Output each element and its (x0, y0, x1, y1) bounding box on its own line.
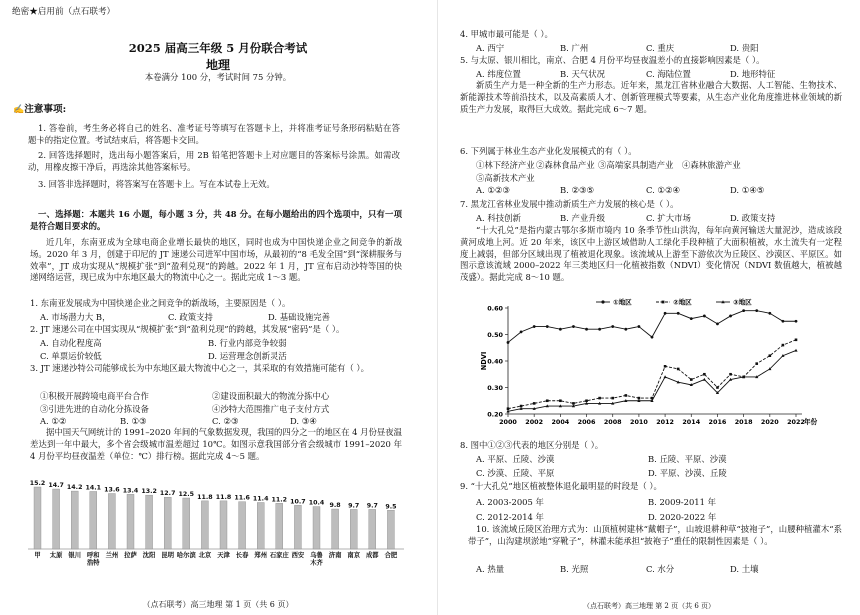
series-1-point (520, 330, 523, 333)
series-1-point (572, 325, 575, 328)
bar-5 (127, 494, 134, 549)
q4-option-a[interactable]: A. 西宁 (476, 43, 505, 53)
q6-option-b[interactable]: B. ②③⑤ (560, 185, 595, 195)
bar-value-label: 11.8 (215, 493, 232, 501)
q10-option-c[interactable]: C. 水分 (646, 564, 675, 574)
series-2-point (677, 368, 680, 371)
x-tick-label: 2010 (630, 418, 648, 426)
x-tick-label: 2006 (577, 418, 596, 426)
x-tick-label: 2002 (525, 418, 544, 426)
q6-choice-3: ③高端家具制造产业 (598, 160, 674, 170)
q4-option-b[interactable]: B. 广州 (560, 43, 589, 53)
bar-category-label: 西安 (291, 552, 305, 559)
series-2-point (664, 365, 667, 368)
temperature-range-bar-chart (26, 478, 406, 570)
q3-option-b[interactable]: B. ①③ (120, 416, 147, 426)
page-2-footer: （点石联考）高三地理 第 2 页（共 6 页） (582, 602, 716, 610)
y-tick-label: 0.20 (487, 410, 503, 419)
bar-15 (313, 507, 320, 549)
series-1-point (768, 312, 771, 315)
q10-option-d[interactable]: D. 土壤 (730, 564, 759, 574)
bar-value-label: 14.2 (66, 484, 83, 492)
q8-option-a[interactable]: A. 平原、丘陵、沙漠 (476, 454, 555, 464)
q4-option-c[interactable]: C. 重庆 (646, 43, 675, 53)
bar-2 (71, 491, 78, 549)
legend-label-3: ③地区 (733, 298, 752, 307)
bar-category-label: 济南 (328, 552, 342, 559)
bar-category-label: 天津 (217, 552, 230, 559)
bar-6 (146, 495, 153, 549)
y-tick-label: 0.50 (487, 330, 503, 339)
q6-stem: 6. 下列属于林业生态产业化发展模式的有（ ）。 (460, 146, 637, 156)
bar-value-label: 9.7 (348, 502, 360, 510)
y-tick-label: 0.40 (487, 357, 503, 366)
series-2-point (520, 405, 523, 408)
bar-1 (53, 489, 60, 549)
legend-label-1: ①地区 (613, 298, 632, 307)
bar-11 (239, 502, 246, 549)
bar-19 (387, 510, 394, 549)
passage-3: 新质生产力是一种全新的生产力形态。近年来，黑龙江省林业融合大数据、人工智能、生物技术、新能源技术等前沿技术，以及高素质人才、创新管理模式等要素，从生态产业化角度推进林业领域的新质生产力发展，取得巨大成效。据此完成 6～7 题。 (460, 80, 842, 114)
bar-18 (369, 509, 376, 549)
bar-value-label: 12.5 (178, 491, 195, 499)
series-2-point (546, 399, 549, 402)
bar-value-label: 9.8 (329, 502, 341, 510)
bar-category-label: 兰州 (105, 552, 119, 559)
bar-value-label: 15.2 (29, 480, 46, 487)
series-2-point (572, 402, 575, 405)
q9-option-b[interactable]: B. 2009-2011 年 (648, 497, 716, 507)
series-1-point (690, 317, 693, 320)
q6-choice-5: ⑤高新技术产业 (476, 173, 535, 183)
series-1-point (755, 309, 758, 312)
series-2-point (533, 402, 536, 405)
bar-value-label: 9.5 (385, 503, 397, 511)
series-2-point (585, 399, 588, 402)
series-1-point (585, 328, 588, 331)
bar-category-label: 拉萨 (124, 552, 137, 559)
series-2-point (507, 407, 510, 410)
q8-stem: 8. 图中①②③代表的地区分别是（ ）。 (460, 440, 604, 450)
notice-3: 3. 回答非选择题时，将答案写在答题卡上。写在本试卷上无效。 (38, 179, 275, 189)
passage-2: 据中国天气网统计的 1991–2020 年间的气象数据发现，我国的四分之一的地区在 4 月份昼夜温差达到一年中最大，多个省会级城市温差超过 10℃。如图示意我国部分省会级城市 1991–2020 年 4 月份平均昼夜温差（单位：℃）排行榜。据此完成 4～5 题。 (30, 427, 402, 461)
bar-0 (34, 487, 41, 549)
bar-value-label: 11.8 (197, 493, 213, 501)
bar-9 (201, 501, 208, 549)
q3-choice-3: ③引进先进的自动化分拣设备 (40, 404, 149, 414)
x-tick-label: 2020 (760, 418, 779, 426)
series-1-point (716, 323, 719, 326)
q5-stem: 5. 与太原、银川相比，南京、合肥 4 月份平均昼夜温差小的直接影响因素是（ ）。 (460, 55, 765, 65)
q2-option-c[interactable]: C. 单票运价较低 (40, 351, 102, 361)
bar-category-label: 木齐 (310, 559, 323, 567)
bar-value-label: 13.4 (122, 487, 139, 495)
bar-category-label: 北京 (198, 552, 212, 559)
q4-stem: 4. 甲城市最可能是（ ）。 (460, 29, 553, 39)
series-2-point (795, 339, 798, 342)
series-1-point (533, 325, 536, 328)
series-1-point (559, 328, 562, 331)
series-line-3 (508, 350, 796, 411)
legend-label-2: ②地区 (673, 298, 692, 307)
bar-category-label: 呼和 (87, 552, 100, 559)
x-tick-label: 2018 (734, 418, 753, 426)
q6-choice-2: ②森林食品产业 (536, 160, 595, 170)
series-2-point (716, 386, 719, 389)
series-2-point (755, 362, 758, 365)
q3-option-c[interactable]: C. ②③ (212, 416, 239, 426)
bar-value-label: 11.6 (234, 494, 250, 502)
section-heading: 一、选择题：本题共 16 小题，每小题 3 分，共 48 分。在每小题给出的四个选项中，只有一项是符合题目要求的。 (30, 209, 402, 231)
q9-option-c[interactable]: C. 2012-2014 年 (476, 512, 544, 522)
q7-option-b[interactable]: B. 产业升级 (560, 213, 605, 223)
series-2-point (598, 397, 601, 400)
q9-option-d[interactable]: D. 2020-2022 年 (648, 512, 717, 522)
bar-16 (332, 509, 339, 549)
q2-option-a[interactable]: A. 自动化程度高 (40, 338, 102, 348)
bar-value-label: 11.2 (271, 496, 288, 504)
q10-option-a[interactable]: A. 热量 (476, 564, 505, 574)
series-1-point (795, 320, 798, 323)
series-1-point (782, 320, 785, 323)
passage-4: “十大孔兑”是指内蒙古鄂尔多斯市境内 10 条季节性山洪沟，每年向黄河输送大量泥沙，造成该段黄河成地上河。近 20 年来，该区中上游区域借助人工绿化手段种植了大面积植被，水土流失有一定程度上减弱，但部分区域出现了植被退化现象。该流域从上游至下游依次为丘陵区、沙漠区、平原区。如图示意该流域 2000–2022 年三类地区归一化植被指数（NDVI）变化情况（NDVI 数值越大，植被越茂盛）。据此完成 8～10 题。 (460, 225, 842, 283)
series-1-point (611, 325, 614, 328)
bar-4 (108, 494, 115, 549)
subject-title: 地理 (205, 58, 230, 72)
series-1-point (651, 336, 654, 339)
q1-option-c[interactable]: C. 政策支持 (168, 312, 213, 322)
q6-choice-1: ①林下经济产业 (476, 160, 535, 170)
bar-value-label: 10.7 (290, 498, 306, 506)
bar-value-label: 12.7 (159, 490, 176, 498)
bar-8 (183, 498, 190, 549)
bar-value-label: 11.4 (252, 495, 269, 503)
x-tick-label: 2000 (499, 418, 517, 426)
q1-option-d[interactable]: D. 基础设施完善 (268, 312, 330, 322)
series-2-point (625, 394, 628, 397)
y-axis-label: NDVI (480, 351, 488, 371)
bar-3 (90, 491, 97, 549)
bar-category-label: 浩特 (87, 559, 100, 567)
bar-10 (220, 501, 227, 549)
q3-choice-2: ②建设面积最大的物流分拣中心 (212, 391, 330, 401)
q10-option-b[interactable]: B. 光照 (560, 564, 589, 574)
q3-choice-4: ④沙特大范围推广电子支付方式 (212, 404, 330, 414)
bar-value-label: 13.6 (104, 486, 120, 494)
series-3-point (794, 349, 797, 352)
q9-stem: 9. “十大孔兑”地区植被整体退化最明显的时段是（ ）。 (460, 481, 662, 491)
series-1-point (624, 328, 627, 331)
pen-icon: ✍ (13, 105, 25, 115)
q2-option-d[interactable]: D. 运营理念创新灵活 (208, 351, 287, 361)
bar-category-label: 南京 (347, 552, 360, 559)
series-1-point (546, 325, 549, 328)
x-tick-label: 2008 (603, 418, 622, 426)
series-1-point (638, 325, 641, 328)
y-tick-label: 0.30 (487, 383, 503, 392)
q9-option-a[interactable]: A. 2003-2005 年 (476, 497, 544, 507)
bar-12 (257, 503, 264, 550)
notice-2: 2. 回答选择题时，选出每小题答案后，用 2B 铅笔把答题卡上对应题目的答案标号涂黑。如需改动，用橡皮擦干净后，再选涂其他答案标号。 (28, 150, 400, 172)
bar-value-label: 13.2 (141, 488, 157, 496)
q8-option-b[interactable]: B. 丘陵、平原、沙漠 (648, 454, 727, 464)
series-1-point (598, 328, 601, 331)
bar-category-label: 太原 (49, 552, 63, 559)
series-1-point (664, 312, 667, 315)
series-1-point (703, 315, 706, 318)
notice-1: 1. 答卷前，考生务必将自己的姓名、准考证号等填写在答题卡上，并将准考证号条形码粘贴在答题卡的指定位置。考试结束后，将答题卡交回。 (28, 123, 400, 145)
q3-choice-1: ①积极开展跨境电商平台合作 (40, 391, 149, 401)
q6-option-c[interactable]: C. ①②④ (646, 185, 680, 195)
page-2 (438, 0, 860, 615)
q5-option-c[interactable]: C. 海陆位置 (646, 69, 691, 79)
exam-title: 2025 届高三年级 5 月份联合考试 (128, 41, 308, 55)
q8-option-c[interactable]: C. 沙漠、丘陵、平原 (476, 468, 555, 478)
q3-option-d[interactable]: D. ③④ (290, 416, 317, 426)
q3-stem: 3. JT 速递沙特公司能够成长为中东地区最大物流中心之一，其采取的有效措施可能有（ ）。 (30, 363, 369, 373)
x-tick-label: 2012 (656, 418, 674, 426)
q5-option-a[interactable]: A. 纬度位置 (476, 69, 521, 79)
series-2-point (769, 354, 772, 357)
exam-info: 本卷满分 100 分，考试时间 75 分钟。 (144, 72, 292, 82)
bar-category-label: 哈尔滨 (176, 552, 196, 559)
legend-marker (662, 301, 665, 304)
series-2-point (729, 373, 732, 376)
bar-7 (164, 497, 171, 549)
passage-1: 近几年，东南亚成为全球电商企业增长最快的地区，同时也成为中国快递企业之间竞争的新战场。2020 年 3 月，创建于印尼的 JT 速递公司进军中国市场，从最初的“8 毛发全国”到“深耕服务与效率”，JT 成功实现从“规模扩张”到“盈利兑现”的跨越。2022 年 1 月，JT 宣布启动沙特等国的快递网络运营，现已成为中东地区最大的物流中心之一。据此完成 1～3 题。 (30, 237, 402, 283)
series-2-point (690, 378, 693, 381)
q7-stem: 7. 黑龙江省林业发展中推动新质生产力发展的核心是（ ）。 (460, 199, 679, 209)
q1-option-a[interactable]: A. 市场潜力大 B， (40, 312, 111, 322)
page-1-footer: （点石联考）高三地理 第 1 页（共 6 页） (142, 600, 294, 609)
q4-option-d[interactable]: D. 贵阳 (730, 43, 759, 53)
x-tick-label: 2004 (551, 418, 570, 426)
series-2-point (559, 399, 562, 402)
bar-category-label: 银川 (68, 552, 81, 559)
q10-stem: 10. 该流域丘陵区治理方式为：山顶植树建林“戴帽子”，山坡退耕种草“披袍子”，山腰种植灌木“系带子”，山沟建坝淤地“穿靴子”，林灌未能承担“披袍子”重任的限制性因素是（ ）。 (468, 524, 842, 546)
series-1-point (677, 312, 680, 315)
bar-category-label: 石家庄 (269, 552, 289, 559)
x-tick-label: 2022 (787, 418, 805, 426)
q6-choice-4: ④森林旅游产业 (682, 160, 741, 170)
q2-stem: 2. JT 速递公司在中国实现从“规模扩张”到“盈利兑现”的跨越，其发展“密码”是（ ）。 (30, 324, 345, 334)
x-tick-label: 2016 (708, 418, 727, 426)
series-3-point (663, 375, 666, 378)
bar-category-label: 成都 (366, 552, 379, 559)
q2-option-b[interactable]: B. 行业内部竞争较弱 (208, 338, 287, 348)
bar-13 (276, 503, 283, 549)
q5-option-d[interactable]: D. 地形特征 (730, 69, 776, 79)
legend-marker (601, 300, 604, 303)
bar-category-label: 长春 (235, 552, 249, 559)
q6-option-a[interactable]: A. ①②③ (476, 185, 510, 195)
bar-category-label: 乌鲁 (310, 552, 323, 559)
series-2-point (638, 397, 641, 400)
series-1-point (729, 315, 732, 318)
q6-option-d[interactable]: D. ①④⑤ (730, 185, 765, 195)
secret-mark: 绝密★启用前（点石联考） (12, 7, 116, 17)
q1-stem: 1. 东南亚发展成为中国快递企业之间竞争的新战场，主要原因是（ ）。 (30, 298, 291, 308)
series-2-point (611, 397, 614, 400)
q7-option-c[interactable]: C. 扩大市场 (646, 213, 691, 223)
bar-category-label: 甲 (34, 552, 41, 559)
q5-option-b[interactable]: B. 天气状况 (560, 69, 605, 79)
bar-category-label: 昆明 (161, 552, 174, 559)
series-3-point (703, 378, 706, 381)
q8-option-d[interactable]: D. 平原、沙漠、丘陵 (648, 468, 727, 478)
bar-value-label: 9.7 (366, 502, 378, 510)
bar-value-label: 14.1 (85, 484, 102, 492)
q7-option-a[interactable]: A. 科技创新 (476, 213, 521, 223)
x-axis-label: 年份 (804, 418, 818, 426)
bar-17 (350, 509, 357, 549)
q3-option-a[interactable]: A. ①② (40, 416, 67, 426)
x-tick-label: 2014 (682, 418, 701, 426)
series-2-point (703, 373, 706, 376)
notice-heading: ✍注意事项: (13, 104, 67, 115)
bar-value-label: 14.7 (48, 482, 64, 490)
bar-14 (294, 505, 301, 549)
series-1-point (742, 309, 745, 312)
ndvi-line-chart (478, 296, 830, 436)
series-1-point (507, 341, 510, 344)
q7-option-d[interactable]: D. 政策支持 (730, 213, 776, 223)
series-2-point (782, 344, 785, 347)
bar-category-label: 郑州 (254, 552, 267, 559)
bar-category-label: 沈阳 (142, 552, 156, 559)
y-tick-label: 0.60 (487, 304, 503, 313)
bar-category-label: 合肥 (384, 552, 398, 559)
bar-value-label: 10.4 (308, 499, 325, 507)
